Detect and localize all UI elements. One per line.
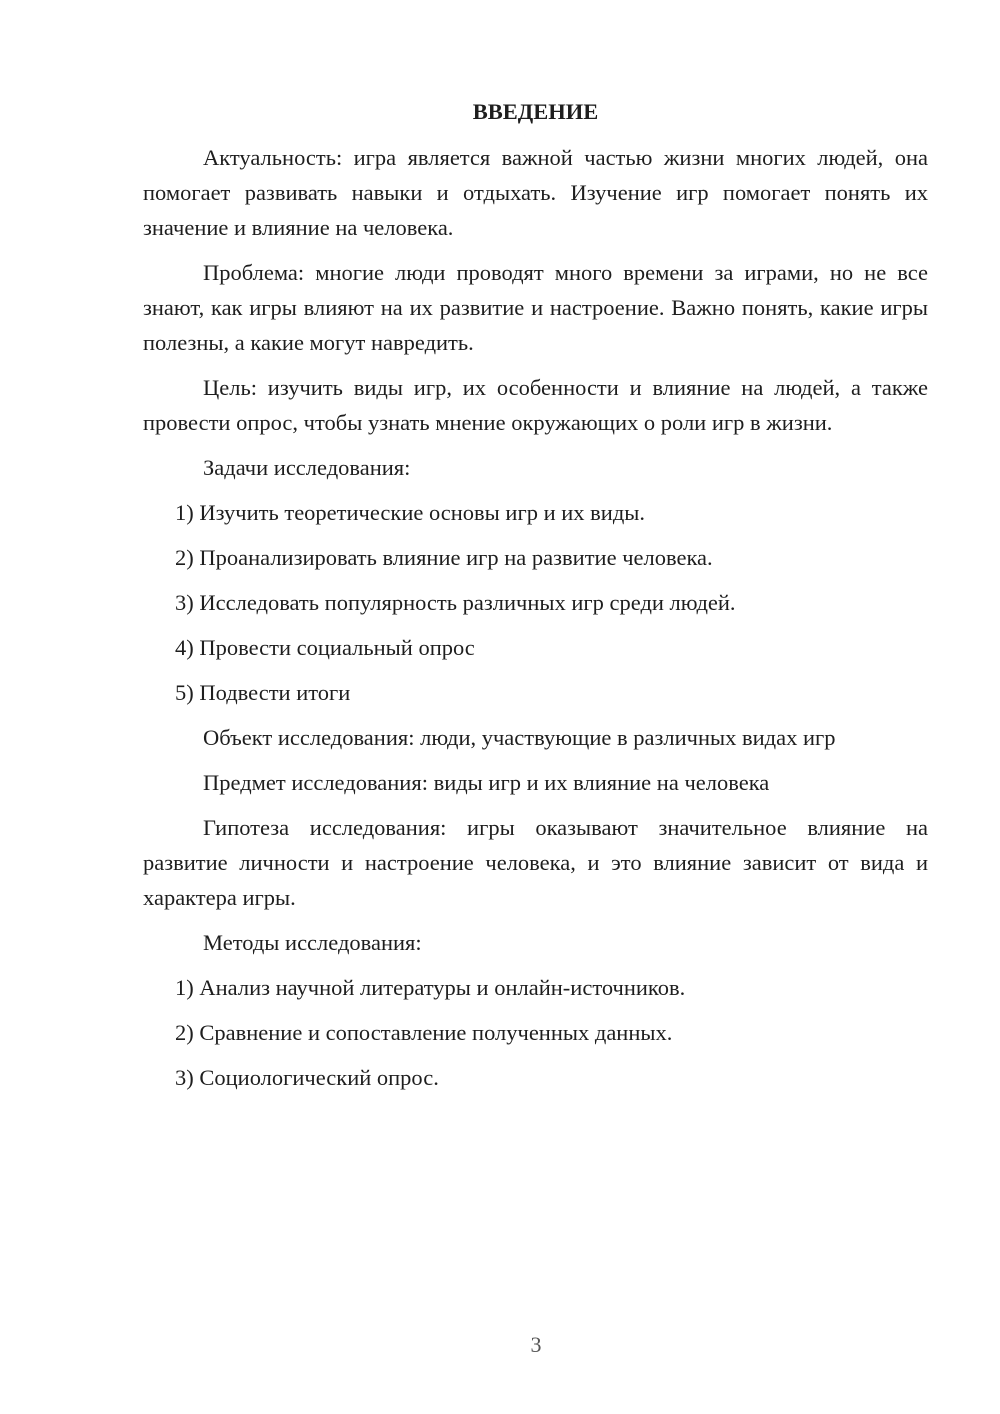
list-item: 1) Изучить теоретические основы игр и их виды. [175, 500, 646, 525]
section-heading: ВВЕДЕНИЕ [472, 99, 599, 124]
paragraph-object: Объект исследования: люди, участвующие в различных видах игр [203, 725, 836, 750]
list-item: 2) Проанализировать влияние игр на развитие человека. [175, 545, 713, 570]
tasks-title: Задачи исследования: [203, 455, 411, 480]
list-item: 3) Исследовать популярность различных игр среди людей. [175, 590, 736, 615]
list-item: 4) Провести социальный опрос [175, 635, 475, 660]
page-number: 3 [530, 1332, 542, 1357]
page-content [143, 96, 928, 1105]
list-item: 3) Социологический опрос. [175, 1065, 439, 1090]
list-item: 1) Анализ научной литературы и онлайн-источников. [175, 975, 686, 1000]
methods-title: Методы исследования: [203, 930, 422, 955]
paragraph-hypothesis: Гипотеза исследования: игры оказывают значительное влияние на развитие личности и настроение человека, и это влияние зависит от вида и характера игры. [143, 815, 928, 910]
tasks-list [143, 495, 928, 710]
paragraph-problem: Проблема: многие люди проводят много времени за играми, но не все знают, как игры влияют на их развитие и настроение. Важно понять, какие игры полезны, а какие могут навредить. [143, 260, 928, 355]
methods-list [143, 970, 928, 1095]
paragraph-subject: Предмет исследования: виды игр и их влияние на человека [203, 770, 770, 795]
paragraph-goal: Цель: изучить виды игр, их особенности и влияние на людей, а также провести опрос, чтобы узнать мнение окружающих о роли игр в жизни. [143, 375, 928, 435]
paragraph-relevance: Актуальность: игра является важной частью жизни многих людей, она помогает развивать навыки и отдыхать. Изучение игр помогает понять их значение и влияние на человека. [143, 145, 928, 240]
list-item: 2) Сравнение и сопоставление полученных данных. [175, 1020, 673, 1045]
list-item: 5) Подвести итоги [175, 680, 351, 705]
